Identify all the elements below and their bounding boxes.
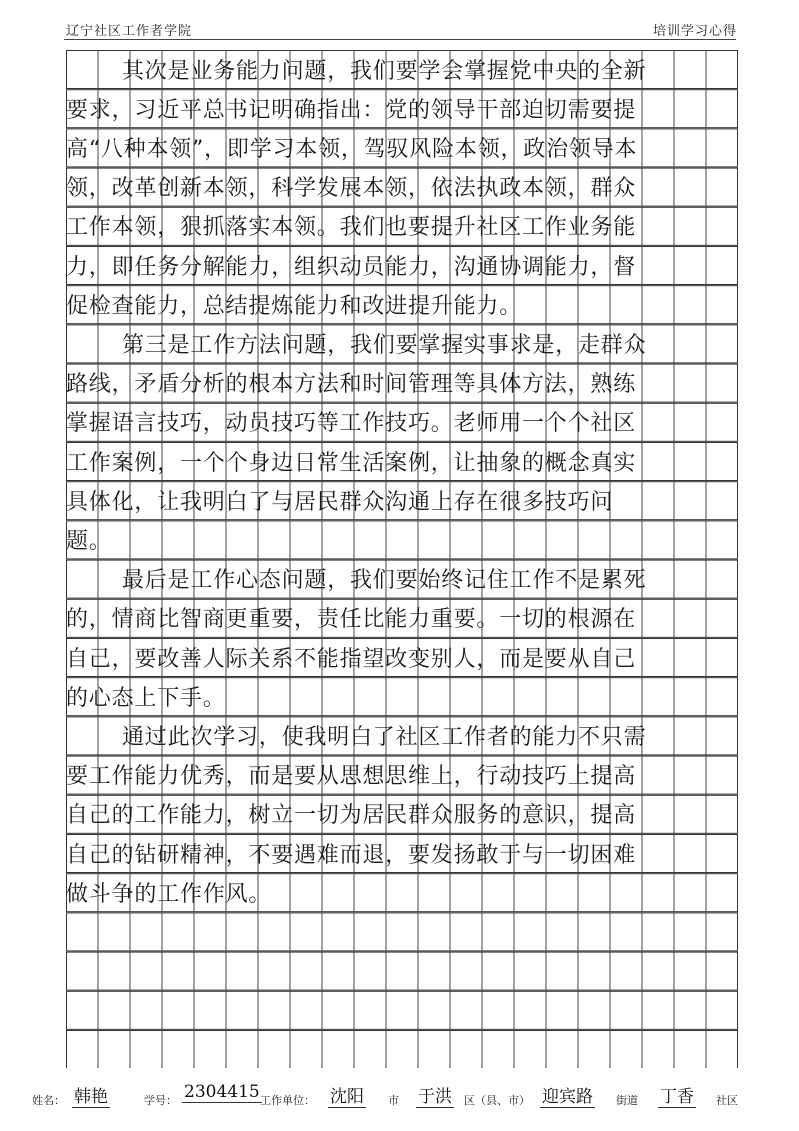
essay-line: 的，情商比智商更重要，责任比能力重要。一切的根源在 (66, 607, 637, 633)
district-value: 于洪 (416, 1082, 454, 1108)
essay-line: 工作案例，一个个身边日常生活案例，让抽象的概念真实 (66, 450, 637, 476)
city-label: 市 (388, 1094, 399, 1107)
grid-row (67, 991, 738, 1029)
essay-line: 工作本领，狠抓落实本领。我们也要提升社区工作业务能 (66, 215, 637, 241)
document-title: 培训学习心得 (652, 24, 737, 39)
grid-row (67, 952, 738, 990)
city-value: 沈阳 (328, 1082, 366, 1108)
footer-signature (32, 1082, 772, 1110)
grid-row (67, 913, 738, 951)
district-label: 区（县、市） (464, 1094, 530, 1107)
id-value: 2304415 (184, 1082, 260, 1102)
essay-line: 领，改革创新本领，科学发展本领，依法执政本领，群众 (66, 176, 637, 202)
essay-line: 高“八种本领”，即学习本领，驾驭风险本领，政治领导本 (66, 136, 638, 162)
community-value: 丁香 (658, 1082, 696, 1108)
community-label: 社区 (716, 1094, 738, 1107)
essay-line: 自己的工作能力，树立一切为居民群众服务的意识，提高 (66, 803, 637, 829)
name-label: 姓名： (32, 1094, 65, 1107)
essay-line: 自己的钻研精神，不要遇难而退，要发扬敢于与一切困难 (66, 842, 637, 868)
essay-line: 最后是工作心态问题，我们要始终记住工作不是累死 (122, 568, 647, 594)
essay-line: 第三是工作方法问题，我们要掌握实事求是，走群众 (122, 332, 647, 358)
essay-line: 掌握语言技巧，动员技巧等工作技巧。老师用一个个社区 (66, 411, 637, 437)
essay-line: 自己，要改善人际关系不能指望改变别人，而是要从自己 (66, 646, 637, 672)
essay-line: 具体化，让我明白了与居民群众沟通上存在很多技巧问 (66, 489, 614, 515)
essay-line: 其次是业务能力问题，我们要学会掌握党中央的全新 (122, 58, 647, 84)
essay-line: 促检查能力，总结提炼能力和改进提升能力。 (66, 293, 523, 319)
street-value: 迎宾路 (540, 1082, 595, 1108)
essay-line: 路线，矛盾分析的根本方法和时间管理等具体方法，熟练 (66, 372, 637, 398)
essay-line: 通过此次学习，使我明白了社区工作者的能力不只需 (122, 724, 647, 750)
grid-row (67, 1031, 738, 1069)
essay-line: 要求，习近平总书记明确指出：党的领导干部迫切需要提 (66, 97, 637, 123)
institution-title: 辽宁社区工作者学院 (66, 24, 193, 39)
header-divider (64, 39, 736, 40)
essay-line: 的心态上下手。 (66, 685, 226, 711)
essay-line: 做斗争的工作作风。 (66, 881, 272, 907)
essay-line: 题。 (66, 528, 112, 554)
essay-line: 要工作能力优秀，而是要从思想思维上，行动技巧上提高 (66, 764, 637, 790)
unit-label: 工作单位： (260, 1094, 315, 1107)
id-label: 学号： (144, 1094, 177, 1107)
street-label: 街道 (616, 1094, 638, 1107)
name-value: 韩艳 (72, 1082, 110, 1108)
essay-line: 力，即任务分解能力，组织动员能力，沟通协调能力，督 (66, 254, 637, 280)
